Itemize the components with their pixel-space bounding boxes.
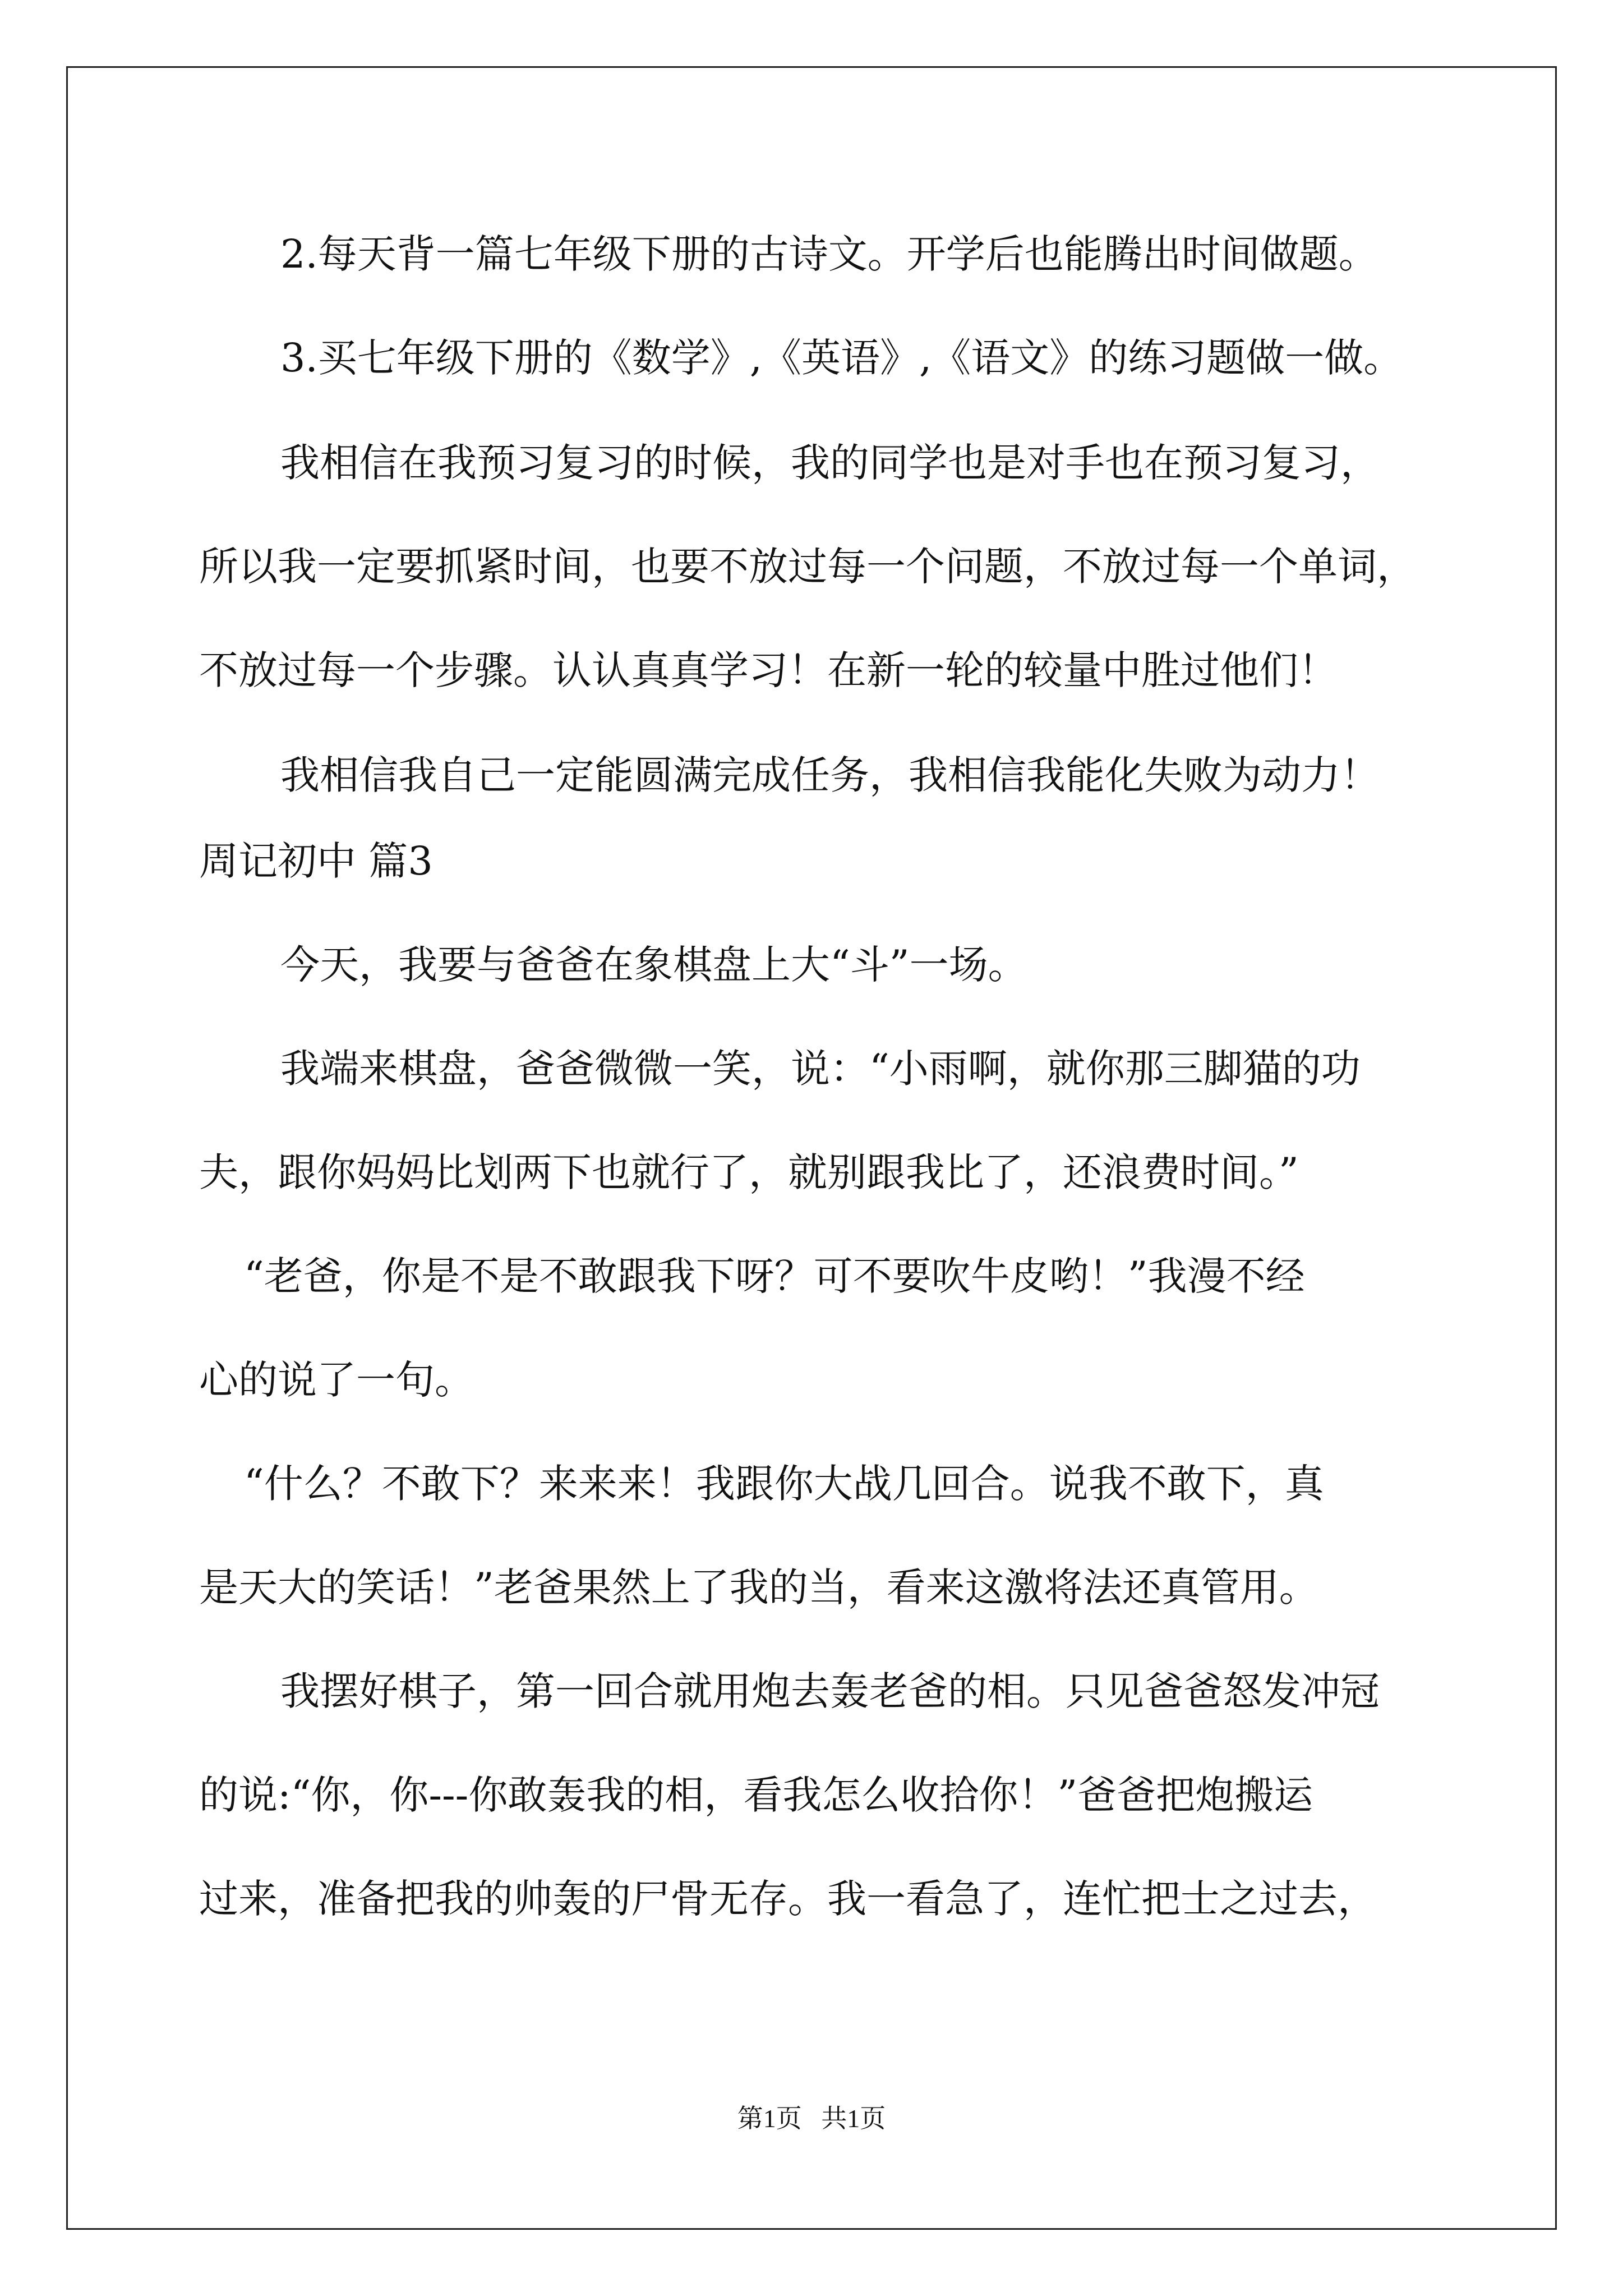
paragraph-line: 心的说了一句。 [199, 1357, 474, 1403]
paragraph-line: “什么？不敢下？来来来！我跟你大战几回合。说我不敢下，真 [244, 1461, 1324, 1507]
paragraph-line: 不放过每一个步骤。认认真真学习！在新一轮的较量中胜过他们！ [199, 647, 1338, 693]
paragraph-line: 是天大的笑话！”老爸果然上了我的当，看来这激将法还真管用。 [199, 1565, 1318, 1611]
paragraph-line: 3.买七年级下册的《数学》,《英语》,《语文》的练习题做一做。 [280, 335, 1403, 381]
paragraph-line: 所以我一定要抓紧时间，也要不放过每一个问题，不放过每一个单词， [199, 544, 1416, 590]
section-heading: 周记初中 篇3 [199, 838, 433, 884]
page-footer: 第1页 共1页 [737, 2104, 886, 2133]
paragraph-line: 我端来棋盘，爸爸微微一笑，说：“小雨啊，就你那三脚猫的功 [280, 1046, 1361, 1092]
paragraph-line: 2.每天背一篇七年级下册的古诗文。开学后也能腾出时间做题。 [280, 231, 1378, 277]
paragraph-line: “老爸，你是不是不敢跟我下呀？可不要吹牛皮哟！”我漫不经 [244, 1253, 1305, 1299]
paragraph-line: 我摆好棋子，第一回合就用炮去轰老爸的相。只见爸爸怒发冲冠 [280, 1668, 1380, 1714]
paragraph-line: 今天，我要与爸爸在象棋盘上大“斗”一场。 [280, 942, 1027, 988]
paragraph-line: 过来，准备把我的帅轰的尸骨无存。我一看急了，连忙把士之过去， [199, 1876, 1377, 1922]
paragraph-line: 夫，跟你妈妈比划两下也就行了，就别跟我比了，还浪费时间。” [199, 1149, 1299, 1195]
paragraph-line: 我相信我自己一定能圆满完成任务，我相信我能化失败为动力！ [280, 752, 1380, 798]
paragraph-line: 我相信在我预习复习的时候，我的同学也是对手也在预习复习， [280, 440, 1380, 486]
paragraph-line: 的说:“你，你---你敢轰我的相，看我怎么收拾你！”爸爸把炮搬运 [199, 1772, 1313, 1818]
